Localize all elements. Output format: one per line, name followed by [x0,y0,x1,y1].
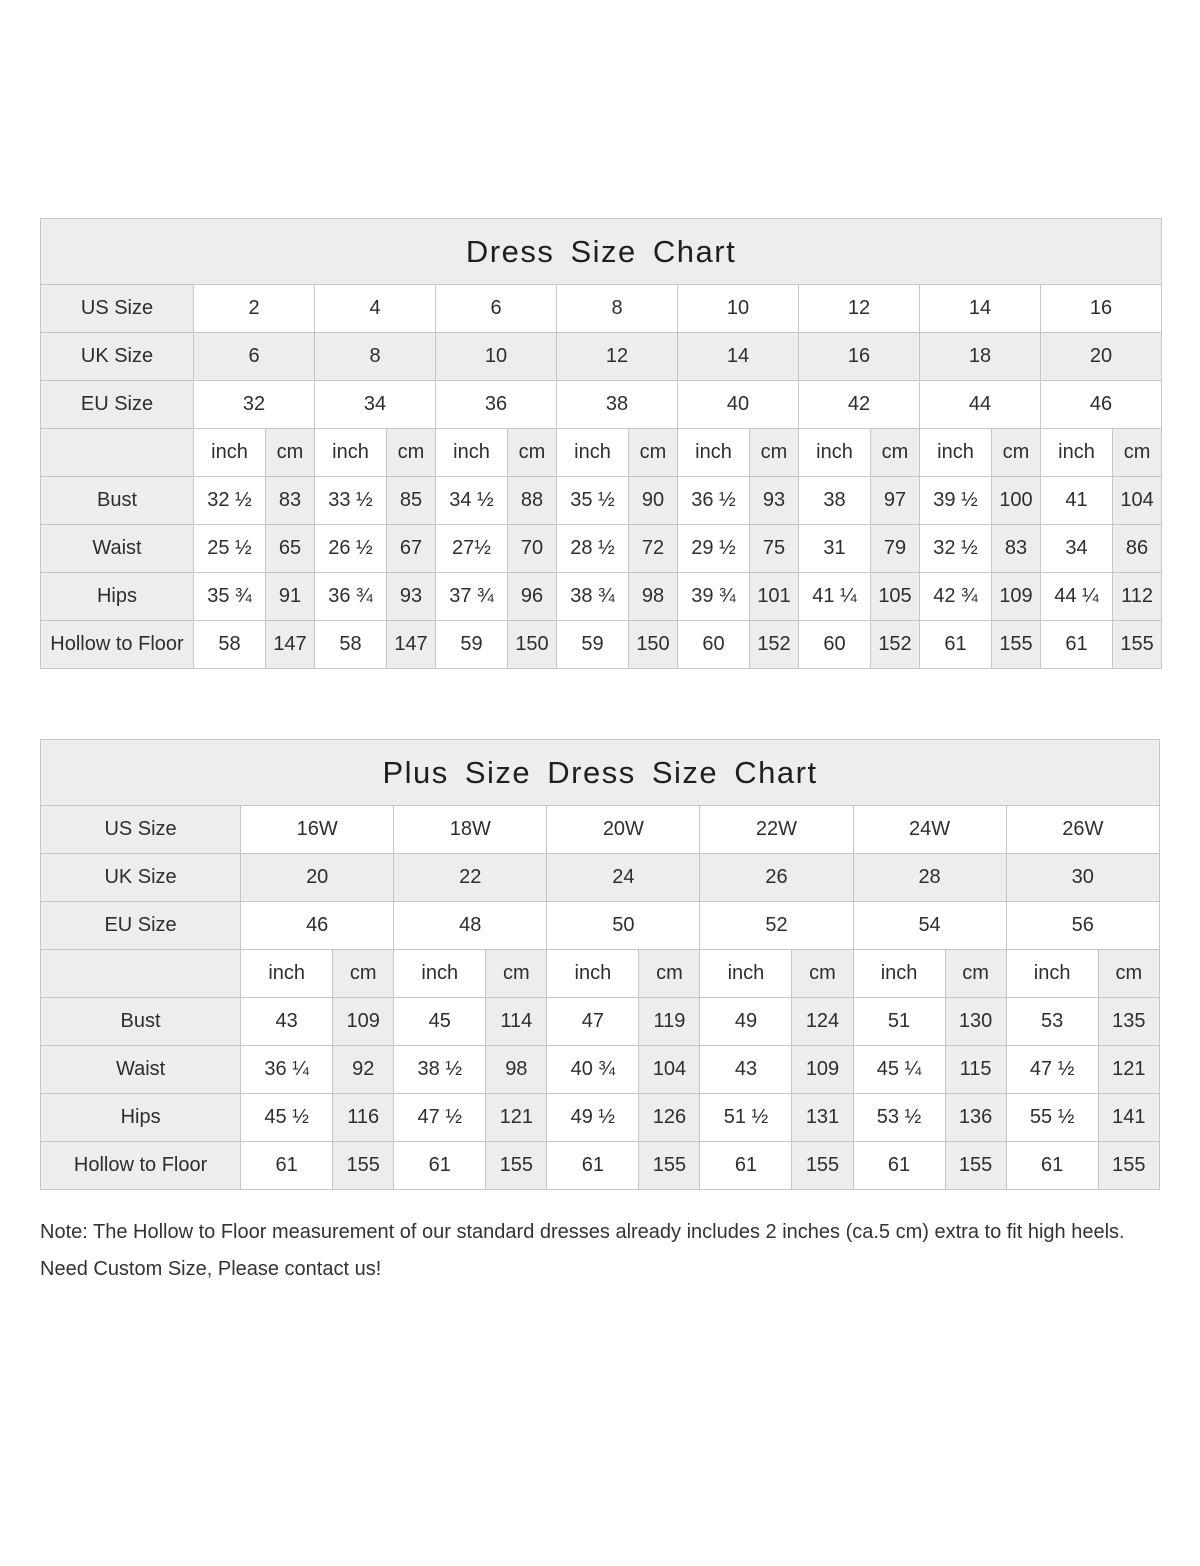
bust-inch-value: 36 ½ [678,477,750,525]
hollow-to-floor-inch-value: 58 [315,621,387,669]
inch-unit-header: inch [436,429,508,477]
measure-row-hollow-to-floor [41,621,1162,669]
waist-inch-value: 45 ¼ [853,1046,945,1094]
size-row-uk-size [41,854,1160,902]
waist-cm-value: 92 [333,1046,394,1094]
hollow-to-floor-inch-value: 61 [1041,621,1113,669]
hollow-to-floor-cm-value: 155 [1098,1142,1159,1190]
us-size-label: US Size [41,285,194,333]
cm-unit-header: cm [486,950,547,998]
hollow-to-floor-inch-value: 61 [241,1142,333,1190]
cm-unit-header: cm [333,950,394,998]
hollow-to-floor-label: Hollow to Floor [41,1142,241,1190]
us-size-value: 20W [547,806,700,854]
size-row-uk-size [41,333,1162,381]
inch-unit-header: inch [1041,429,1113,477]
bust-cm-value: 114 [486,998,547,1046]
hollow-to-floor-cm-value: 155 [792,1142,853,1190]
us-size-value: 4 [315,285,436,333]
inch-unit-header: inch [678,429,750,477]
inch-unit-header: inch [853,950,945,998]
inch-unit-header: inch [315,429,387,477]
uk-size-value: 22 [394,854,547,902]
size-row-us-size [41,285,1162,333]
waist-cm-value: 83 [992,525,1041,573]
note-hollow-to-floor-text: Note: The Hollow to Floor measurement of our standard dresses already includes 2 inches (ca.5 cm) extra to fit high heels. [40,1221,1125,1243]
measure-row-bust [41,998,1160,1046]
unit-row-spacer [41,950,241,998]
hollow-to-floor-inch-value: 59 [557,621,629,669]
waist-inch-value: 28 ½ [557,525,629,573]
hollow-to-floor-cm-value: 155 [333,1142,394,1190]
bust-inch-value: 49 [700,998,792,1046]
note-custom-size-text: Need Custom Size, Please contact us! [40,1258,382,1280]
hollow-to-floor-inch-value: 61 [920,621,992,669]
waist-inch-value: 34 [1041,525,1113,573]
hips-cm-value: 112 [1113,573,1162,621]
bust-inch-value: 47 [547,998,639,1046]
hips-inch-value: 41 ¼ [799,573,871,621]
waist-cm-value: 98 [486,1046,547,1094]
hips-label: Hips [41,1094,241,1142]
table-title-row [41,219,1162,285]
hips-inch-value: 38 ¾ [557,573,629,621]
bust-inch-value: 33 ½ [315,477,387,525]
us-size-value: 10 [678,285,799,333]
dress-size-chart-table [40,218,1162,669]
hips-label: Hips [41,573,194,621]
uk-size-value: 6 [194,333,315,381]
waist-inch-value: 29 ½ [678,525,750,573]
bust-cm-value: 135 [1098,998,1159,1046]
bust-cm-value: 85 [387,477,436,525]
hips-inch-value: 42 ¾ [920,573,992,621]
bust-cm-value: 119 [639,998,700,1046]
size-row-us-size [41,806,1160,854]
cm-unit-header: cm [639,950,700,998]
hips-cm-value: 109 [992,573,1041,621]
measure-row-waist [41,1046,1160,1094]
waist-inch-value: 40 ¾ [547,1046,639,1094]
inch-unit-header: inch [241,950,333,998]
inch-unit-header: inch [799,429,871,477]
bust-inch-value: 43 [241,998,333,1046]
us-size-value: 24W [853,806,1006,854]
waist-cm-value: 109 [792,1046,853,1094]
hollow-to-floor-cm-value: 152 [750,621,799,669]
cm-unit-header: cm [992,429,1041,477]
unit-row-spacer [41,429,194,477]
hips-inch-value: 45 ½ [241,1094,333,1142]
uk-size-label: UK Size [41,854,241,902]
waist-cm-value: 65 [266,525,315,573]
waist-cm-value: 104 [639,1046,700,1094]
waist-inch-value: 43 [700,1046,792,1094]
inch-unit-header: inch [194,429,266,477]
eu-size-value: 48 [394,902,547,950]
waist-inch-value: 31 [799,525,871,573]
inch-unit-header: inch [920,429,992,477]
waist-inch-value: 36 ¼ [241,1046,333,1094]
eu-size-value: 36 [436,381,557,429]
bust-inch-value: 51 [853,998,945,1046]
uk-size-value: 10 [436,333,557,381]
bust-cm-value: 100 [992,477,1041,525]
us-size-value: 26W [1006,806,1159,854]
hips-cm-value: 96 [508,573,557,621]
hollow-to-floor-cm-value: 147 [266,621,315,669]
uk-size-value: 14 [678,333,799,381]
cm-unit-header: cm [750,429,799,477]
measure-row-waist [41,525,1162,573]
hollow-to-floor-inch-value: 59 [436,621,508,669]
hips-inch-value: 36 ¾ [315,573,387,621]
unit-header-row [41,429,1162,477]
hips-cm-value: 141 [1098,1094,1159,1142]
us-size-value: 14 [920,285,1041,333]
cm-unit-header: cm [792,950,853,998]
unit-header-row [41,950,1160,998]
bust-cm-value: 88 [508,477,557,525]
cm-unit-header: cm [1113,429,1162,477]
bust-cm-value: 83 [266,477,315,525]
cm-unit-header: cm [387,429,436,477]
bust-inch-value: 34 ½ [436,477,508,525]
eu-size-value: 42 [799,381,920,429]
uk-size-value: 20 [241,854,394,902]
bust-cm-value: 97 [871,477,920,525]
hollow-to-floor-inch-value: 60 [678,621,750,669]
cm-unit-header: cm [871,429,920,477]
inch-unit-header: inch [1006,950,1098,998]
waist-inch-value: 27½ [436,525,508,573]
inch-unit-header: inch [547,950,639,998]
hips-cm-value: 136 [945,1094,1006,1142]
waist-cm-value: 79 [871,525,920,573]
uk-size-value: 18 [920,333,1041,381]
waist-cm-value: 72 [629,525,678,573]
uk-size-value: 8 [315,333,436,381]
hips-cm-value: 126 [639,1094,700,1142]
hollow-to-floor-cm-value: 155 [945,1142,1006,1190]
eu-size-value: 46 [1041,381,1162,429]
hips-cm-value: 91 [266,573,315,621]
us-size-value: 16W [241,806,394,854]
bust-inch-value: 35 ½ [557,477,629,525]
size-row-eu-size [41,902,1160,950]
hips-cm-value: 116 [333,1094,394,1142]
hips-cm-value: 101 [750,573,799,621]
hollow-to-floor-inch-value: 60 [799,621,871,669]
uk-size-value: 30 [1006,854,1159,902]
hollow-to-floor-cm-value: 150 [508,621,557,669]
eu-size-label: EU Size [41,381,194,429]
hips-cm-value: 98 [629,573,678,621]
hollow-to-floor-cm-value: 155 [1113,621,1162,669]
waist-inch-value: 26 ½ [315,525,387,573]
waist-inch-value: 47 ½ [1006,1046,1098,1094]
hollow-to-floor-cm-value: 155 [486,1142,547,1190]
eu-size-value: 56 [1006,902,1159,950]
cm-unit-header: cm [945,950,1006,998]
hollow-to-floor-label: Hollow to Floor [41,621,194,669]
uk-size-value: 20 [1041,333,1162,381]
hips-cm-value: 93 [387,573,436,621]
waist-label: Waist [41,1046,241,1094]
hollow-to-floor-inch-value: 61 [853,1142,945,1190]
bust-label: Bust [41,998,241,1046]
hollow-to-floor-cm-value: 152 [871,621,920,669]
bust-inch-value: 32 ½ [194,477,266,525]
waist-label: Waist [41,525,194,573]
measure-row-hips [41,573,1162,621]
eu-size-value: 54 [853,902,1006,950]
bust-inch-value: 39 ½ [920,477,992,525]
hollow-to-floor-inch-value: 61 [1006,1142,1098,1190]
bust-inch-value: 41 [1041,477,1113,525]
hips-inch-value: 55 ½ [1006,1094,1098,1142]
size-row-eu-size [41,381,1162,429]
waist-inch-value: 25 ½ [194,525,266,573]
hollow-to-floor-cm-value: 155 [992,621,1041,669]
uk-size-label: UK Size [41,333,194,381]
cm-unit-header: cm [1098,950,1159,998]
eu-size-value: 44 [920,381,1041,429]
cm-unit-header: cm [266,429,315,477]
hips-inch-value: 37 ¾ [436,573,508,621]
waist-cm-value: 75 [750,525,799,573]
hips-cm-value: 105 [871,573,920,621]
measure-row-hips [41,1094,1160,1142]
bust-cm-value: 104 [1113,477,1162,525]
hips-inch-value: 53 ½ [853,1094,945,1142]
hips-inch-value: 49 ½ [547,1094,639,1142]
hips-cm-value: 131 [792,1094,853,1142]
waist-inch-value: 38 ½ [394,1046,486,1094]
hollow-to-floor-inch-value: 61 [394,1142,486,1190]
note [40,1214,1140,1288]
waist-cm-value: 115 [945,1046,1006,1094]
eu-size-label: EU Size [41,902,241,950]
us-size-value: 6 [436,285,557,333]
hollow-to-floor-cm-value: 155 [639,1142,700,1190]
us-size-value: 16 [1041,285,1162,333]
hollow-to-floor-inch-value: 61 [547,1142,639,1190]
bust-cm-value: 124 [792,998,853,1046]
hollow-to-floor-cm-value: 150 [629,621,678,669]
bust-cm-value: 109 [333,998,394,1046]
cm-unit-header: cm [629,429,678,477]
bust-inch-value: 45 [394,998,486,1046]
uk-size-value: 16 [799,333,920,381]
table-title-row [41,740,1160,806]
eu-size-value: 52 [700,902,853,950]
hollow-to-floor-inch-value: 58 [194,621,266,669]
standard-table-title: Dress Size Chart [41,219,1162,285]
eu-size-value: 40 [678,381,799,429]
eu-size-value: 46 [241,902,394,950]
waist-cm-value: 86 [1113,525,1162,573]
eu-size-value: 32 [194,381,315,429]
hollow-to-floor-cm-value: 147 [387,621,436,669]
bust-cm-value: 90 [629,477,678,525]
bust-cm-value: 93 [750,477,799,525]
bust-inch-value: 53 [1006,998,1098,1046]
uk-size-value: 28 [853,854,1006,902]
hollow-to-floor-inch-value: 61 [700,1142,792,1190]
inch-unit-header: inch [700,950,792,998]
eu-size-value: 38 [557,381,678,429]
bust-label: Bust [41,477,194,525]
measure-row-hollow-to-floor [41,1142,1160,1190]
waist-cm-value: 70 [508,525,557,573]
eu-size-value: 50 [547,902,700,950]
us-size-value: 22W [700,806,853,854]
measure-row-bust [41,477,1162,525]
us-size-label: US Size [41,806,241,854]
cm-unit-header: cm [508,429,557,477]
bust-inch-value: 38 [799,477,871,525]
hips-inch-value: 44 ¼ [1041,573,1113,621]
eu-size-value: 34 [315,381,436,429]
plus-table-title: Plus Size Dress Size Chart [41,740,1160,806]
hips-inch-value: 39 ¾ [678,573,750,621]
inch-unit-header: inch [394,950,486,998]
hips-inch-value: 35 ¾ [194,573,266,621]
bust-cm-value: 130 [945,998,1006,1046]
uk-size-value: 26 [700,854,853,902]
waist-cm-value: 121 [1098,1046,1159,1094]
uk-size-value: 24 [547,854,700,902]
hips-inch-value: 51 ½ [700,1094,792,1142]
waist-inch-value: 32 ½ [920,525,992,573]
us-size-value: 18W [394,806,547,854]
us-size-value: 2 [194,285,315,333]
us-size-value: 12 [799,285,920,333]
waist-cm-value: 67 [387,525,436,573]
hips-cm-value: 121 [486,1094,547,1142]
us-size-value: 8 [557,285,678,333]
inch-unit-header: inch [557,429,629,477]
hips-inch-value: 47 ½ [394,1094,486,1142]
plus-size-dress-size-chart-table [40,739,1160,1190]
uk-size-value: 12 [557,333,678,381]
